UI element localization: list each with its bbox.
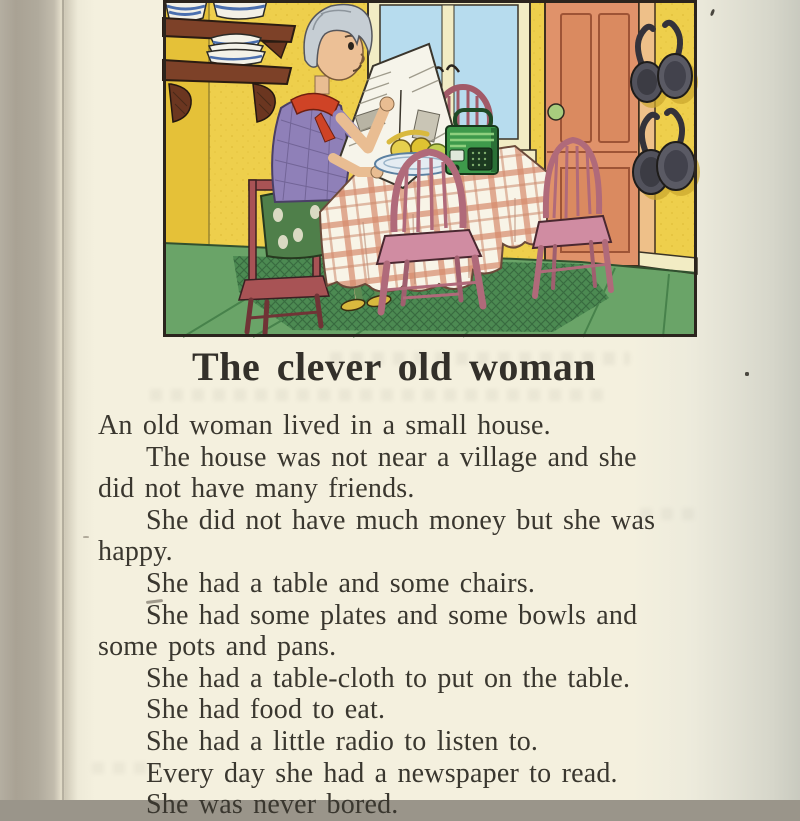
scan-speck (710, 9, 715, 17)
story-line: happy. (98, 536, 173, 568)
story-line: She had a table-cloth to put on the table. (146, 662, 631, 694)
story-line: She did not have much money but she was (146, 504, 656, 536)
scan-speck (83, 536, 89, 538)
bleed-through-text (150, 389, 610, 401)
story-line: She had food to eat. (146, 694, 386, 726)
story-line: The house was not near a village and she (146, 441, 637, 473)
story-line: She had some plates and some bowls and (146, 599, 638, 631)
story-line: did not have many friends. (98, 473, 415, 505)
story-line: Every day she had a newspaper to read. (146, 757, 618, 789)
story-line: some pots and pans. (98, 631, 337, 663)
story-text (98, 410, 716, 821)
story-title: The clever old woman (192, 344, 596, 389)
story-line: She had a little radio to listen to. (146, 725, 539, 757)
kitchen-illustration (163, 0, 697, 337)
scan-speck (745, 372, 749, 376)
gutter-crease (62, 0, 64, 800)
story-line: An old woman lived in a small house. (98, 410, 551, 441)
story-line: She had a table and some chairs. (146, 567, 536, 599)
doorknob (548, 104, 564, 120)
story-line: She was never bored. (146, 789, 399, 821)
